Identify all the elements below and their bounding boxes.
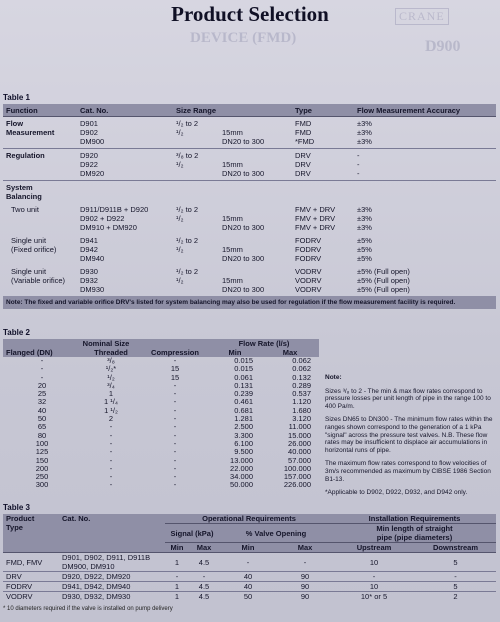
downstream-value: 5 bbox=[415, 553, 496, 572]
flow-min-value: 0.015 bbox=[234, 356, 253, 365]
header-cat-no: Cat. No. bbox=[59, 514, 165, 553]
table1-label: Table 1 bbox=[3, 93, 30, 102]
downstream-value: - bbox=[415, 572, 496, 582]
cat-value: D930, D932, DM930 bbox=[62, 592, 131, 601]
table-row bbox=[3, 553, 496, 572]
size-value: ¹/₂ bbox=[176, 276, 184, 285]
cat-value: D942 bbox=[80, 245, 98, 254]
size-mm: DN20 to 300 bbox=[222, 254, 265, 263]
function-label: (Fixed orifice) bbox=[11, 245, 57, 254]
table-row bbox=[3, 448, 319, 456]
size-value bbox=[176, 254, 216, 263]
table-row bbox=[3, 382, 319, 390]
table-row bbox=[3, 465, 319, 473]
product-type: VODRV bbox=[3, 592, 59, 602]
size-value: ¹/₂ to 2 bbox=[176, 119, 199, 128]
header-compression: Compression bbox=[141, 348, 209, 357]
signal-min: 1 bbox=[165, 592, 189, 602]
table-row bbox=[3, 203, 496, 234]
flow-min-value: 0.239 bbox=[234, 389, 253, 399]
threaded-value: 1 ¹/₄ bbox=[104, 397, 118, 407]
type-value: FODRV bbox=[295, 245, 322, 254]
table-row bbox=[3, 181, 496, 204]
header-threaded: Threaded bbox=[81, 348, 141, 357]
table2 bbox=[3, 339, 319, 490]
upstream-value: 10 bbox=[333, 582, 415, 592]
ghost-mirror-2: D900 bbox=[425, 38, 461, 55]
flow-max-value: 3.120 bbox=[292, 414, 311, 424]
cat-value: DM900 bbox=[80, 137, 105, 146]
compression-value: - bbox=[173, 447, 177, 457]
size-value bbox=[176, 137, 216, 146]
threaded-value: 1 bbox=[108, 389, 114, 399]
flanged-value: - bbox=[40, 372, 44, 382]
compression-value: - bbox=[173, 430, 177, 440]
size-mm: DN20 to 300 bbox=[222, 223, 265, 232]
accuracy-value: ±3% bbox=[357, 223, 372, 232]
cat-cell bbox=[59, 572, 165, 582]
header-operational: Operational Requirements bbox=[165, 514, 333, 524]
accuracy-value: - bbox=[357, 151, 360, 160]
cat-value: DM920 bbox=[80, 169, 105, 178]
threaded-value: 2 bbox=[108, 414, 114, 424]
size-mm: 15mm bbox=[222, 245, 243, 254]
header-signal: Signal (kPa) bbox=[165, 524, 219, 543]
ghost-mirror-1: DEVICE (FMD) bbox=[190, 30, 297, 46]
flanged-value: 80 bbox=[37, 430, 47, 440]
cat-value: D932 bbox=[80, 276, 98, 285]
product-type: FODRV bbox=[3, 582, 59, 592]
flanged-value: 200 bbox=[35, 463, 49, 473]
accuracy-value: ±5% (Full open) bbox=[357, 267, 410, 276]
table2-header-row bbox=[3, 339, 319, 348]
flow-min-value: 34.000 bbox=[230, 472, 253, 482]
cat-cell bbox=[59, 582, 165, 592]
compression-value: - bbox=[173, 422, 177, 432]
header-installation bbox=[333, 514, 496, 524]
flanged-value: 50 bbox=[37, 414, 47, 424]
valve-min: - bbox=[219, 553, 277, 572]
header-installation-text: Installation Requirements bbox=[368, 514, 461, 523]
table-row bbox=[3, 415, 319, 423]
compression-value: - bbox=[173, 356, 177, 365]
flow-min-value: 1.281 bbox=[234, 414, 253, 424]
flanged-value: 25 bbox=[37, 389, 47, 399]
threaded-value: ¹/₂ bbox=[107, 372, 115, 382]
size-value: ¹/₂ bbox=[176, 128, 184, 137]
type-value: FMD bbox=[295, 119, 312, 128]
size-value bbox=[176, 285, 216, 294]
flanged-value: 125 bbox=[35, 447, 49, 457]
header-cat-no: Cat. No. bbox=[77, 104, 173, 117]
flow-min-value: 0.131 bbox=[234, 380, 253, 390]
flow-min-value: 6.100 bbox=[234, 438, 253, 448]
cat-value: D941 bbox=[80, 236, 98, 245]
product-type: DRV bbox=[3, 572, 59, 582]
cat-value: D941, D942, DM940 bbox=[62, 582, 131, 591]
flanged-value: 32 bbox=[37, 397, 47, 407]
valve-min: 50 bbox=[219, 592, 277, 602]
table2-label: Table 2 bbox=[3, 328, 30, 337]
notes-heading: Note: bbox=[325, 374, 342, 381]
accuracy-value: ±5% (Full open) bbox=[357, 285, 410, 294]
accuracy-value: ±3% bbox=[357, 214, 372, 223]
note-4: *Applicable to D902, D922, D932, and D942 only. bbox=[325, 489, 468, 497]
flow-max-value: 0.132 bbox=[292, 372, 311, 382]
size-mm: DN20 to 300 bbox=[222, 285, 265, 294]
cat-value: DM900, DM910 bbox=[62, 562, 115, 571]
cat-value: D902 + D922 bbox=[80, 214, 125, 223]
flow-max-value: 226.000 bbox=[283, 480, 311, 490]
cat-value: D922 bbox=[80, 160, 98, 169]
header-size-range: Size Range bbox=[173, 104, 292, 117]
accuracy-value: - bbox=[357, 160, 360, 169]
table3-body bbox=[3, 553, 496, 602]
accuracy-value: ±3% bbox=[357, 137, 372, 146]
header-type: Type bbox=[6, 523, 23, 532]
header-valve-max: Max bbox=[277, 543, 333, 553]
table-row bbox=[3, 423, 319, 431]
header-type: Type bbox=[292, 104, 354, 117]
cat-cell bbox=[59, 592, 165, 602]
compression-value: - bbox=[173, 472, 177, 482]
header-signal-max: Max bbox=[189, 543, 219, 553]
header-min: Min bbox=[209, 348, 261, 357]
size-mm: 15mm bbox=[222, 128, 243, 137]
cat-value: D920, D922, DM920 bbox=[62, 572, 131, 581]
type-value: DRV bbox=[295, 151, 311, 160]
table2-subheader-row bbox=[3, 348, 319, 357]
size-value: ¹/₂ bbox=[176, 214, 184, 223]
signal-max: - bbox=[189, 572, 219, 582]
flow-max-value: 0.062 bbox=[292, 356, 311, 365]
function-label: Balancing bbox=[6, 192, 42, 201]
threaded-value: - bbox=[109, 480, 113, 490]
size-value: ¹/₂ bbox=[176, 160, 184, 169]
note-1: Sizes ³/₈ to 2 - The min & max flow rates correspond to pressure losses per unit length of pipe in the range 100 to 400 Pa/m. bbox=[325, 387, 491, 410]
table3-footnote: * 10 diameters required if the valve is installed on pump delivery bbox=[3, 606, 173, 612]
compression-value: 15 bbox=[170, 364, 180, 374]
flow-min-value: 22.000 bbox=[230, 463, 253, 473]
threaded-value: 1 ¹/₂ bbox=[104, 405, 118, 415]
downstream-value: 2 bbox=[415, 592, 496, 602]
threaded-value: - bbox=[109, 463, 113, 473]
threaded-value: - bbox=[109, 438, 113, 448]
size-mm: DN20 to 300 bbox=[222, 137, 265, 146]
table1-note: Note: The fixed and variable orifice DRV's listed for system balancing may also be used for regulation if the flow measurement facility is required. bbox=[3, 296, 496, 309]
table-row bbox=[3, 365, 319, 373]
size-value: ¹/₂ to 2 bbox=[176, 236, 199, 245]
flanged-value: - bbox=[40, 364, 44, 374]
signal-min: 1 bbox=[165, 553, 189, 572]
type-value: FODRV bbox=[295, 254, 322, 263]
table-row bbox=[3, 432, 319, 440]
table1 bbox=[3, 104, 496, 309]
signal-max: 4.5 bbox=[189, 553, 219, 572]
table-row bbox=[3, 374, 319, 382]
signal-min: - bbox=[165, 572, 189, 582]
downstream-value: 5 bbox=[415, 582, 496, 592]
compression-value: - bbox=[173, 405, 177, 415]
header-nominal-size: Nominal Size bbox=[3, 339, 209, 348]
header-flanged: Flanged (DN) bbox=[3, 348, 81, 357]
compression-value: - bbox=[173, 438, 177, 448]
flanged-value: 100 bbox=[35, 438, 49, 448]
table-row bbox=[3, 572, 496, 582]
type-value: FMV + DRV bbox=[295, 214, 336, 223]
cat-value: D901, D902, D911, D911B bbox=[62, 553, 151, 562]
size-mm bbox=[222, 151, 289, 160]
size-value: ³/₈ to 2 bbox=[176, 151, 199, 160]
note-2: Sizes DN65 to DN300 - The minimum flow rates within the ranges shown correspond to the generation of a 1 kPa "signal" across the pressure test valves. N.B. These flow rates may be insufficient to displace air accumulations in horizontal runs of pipe. bbox=[325, 416, 493, 454]
accuracy-value: ±5% bbox=[357, 254, 372, 263]
threaded-value: ³/₈ bbox=[107, 356, 115, 365]
table1-header-row bbox=[3, 104, 496, 117]
threaded-value: ¹/₂* bbox=[105, 364, 117, 374]
size-mm bbox=[222, 119, 289, 128]
threaded-value: - bbox=[109, 430, 113, 440]
function-label: Single unit bbox=[11, 267, 47, 276]
table-row bbox=[3, 440, 319, 448]
accuracy-value: ±5% bbox=[357, 236, 372, 245]
valve-max: - bbox=[277, 553, 333, 572]
upstream-value: - bbox=[333, 572, 415, 582]
function-label: Flow bbox=[6, 119, 24, 128]
valve-max: 90 bbox=[277, 572, 333, 582]
threaded-value: - bbox=[109, 447, 113, 457]
table-row bbox=[3, 582, 496, 592]
header-upstream: Upstream bbox=[333, 543, 415, 553]
function-label: Two unit bbox=[11, 205, 39, 214]
flow-max-value: 26.000 bbox=[288, 438, 311, 448]
flow-max-value: 11.000 bbox=[288, 422, 311, 432]
upstream-value: 10 bbox=[333, 553, 415, 572]
signal-min: 1 bbox=[165, 582, 189, 592]
flow-min-value: 0.681 bbox=[234, 405, 253, 415]
function-label: Single unit bbox=[11, 236, 47, 245]
table-row bbox=[3, 149, 496, 181]
table-row bbox=[3, 592, 496, 602]
type-value: FMV + DRV bbox=[295, 223, 336, 232]
flanged-value: 40 bbox=[37, 405, 47, 415]
flanged-value: 150 bbox=[35, 455, 49, 465]
compression-value: - bbox=[173, 480, 177, 490]
flow-min-value: 9.500 bbox=[234, 447, 253, 457]
table-row bbox=[3, 407, 319, 415]
type-value: *FMD bbox=[295, 137, 315, 146]
flanged-value: 300 bbox=[35, 480, 49, 490]
header-flow-rate: Flow Rate (l/s) bbox=[209, 339, 319, 348]
flow-min-value: 0.061 bbox=[234, 372, 253, 382]
size-mm: 15mm bbox=[222, 160, 243, 169]
accuracy-value: - bbox=[357, 169, 360, 178]
upstream-value: 10* or 5 bbox=[333, 592, 415, 602]
table-row bbox=[3, 117, 496, 149]
cat-value: D901 bbox=[80, 119, 98, 128]
table3-label: Table 3 bbox=[3, 503, 30, 512]
threaded-value: ³/₄ bbox=[107, 380, 115, 390]
threaded-value: - bbox=[109, 455, 113, 465]
table-row bbox=[3, 398, 319, 406]
table3 bbox=[3, 514, 496, 601]
header-max: Max bbox=[261, 348, 319, 357]
page-title: Product Selection bbox=[171, 2, 329, 26]
cat-value: D911/D911B + D920 bbox=[80, 205, 149, 214]
compression-value: - bbox=[173, 463, 177, 473]
flow-max-value: 1.120 bbox=[292, 397, 311, 407]
accuracy-value: ±3% bbox=[357, 205, 372, 214]
compression-value: - bbox=[173, 414, 177, 424]
size-mm: 15mm bbox=[222, 276, 243, 285]
flanged-value: 20 bbox=[37, 380, 47, 390]
size-value bbox=[176, 169, 216, 178]
type-value: VODRV bbox=[295, 276, 322, 285]
header-valve-opening: % Valve Opening bbox=[219, 524, 333, 543]
flow-min-value: 50.000 bbox=[230, 480, 253, 490]
flow-min-value: 2.500 bbox=[234, 422, 253, 432]
size-mm bbox=[222, 236, 289, 245]
compression-value: - bbox=[173, 380, 177, 390]
cat-value: DM910 + DM920 bbox=[80, 223, 137, 232]
flow-max-value: 0.062 bbox=[292, 364, 311, 374]
accuracy-value: ±5% bbox=[357, 245, 372, 254]
flow-max-value: 40.000 bbox=[288, 447, 311, 457]
flow-min-value: 0.461 bbox=[234, 397, 253, 407]
flow-max-value: 0.289 bbox=[292, 380, 311, 390]
table-row bbox=[3, 265, 496, 296]
compression-value: - bbox=[173, 397, 177, 407]
size-mm bbox=[222, 205, 289, 214]
header-installation-sub: pipe (pipe diameters) bbox=[376, 533, 453, 542]
table-row bbox=[3, 473, 319, 481]
accuracy-value: ±3% bbox=[357, 128, 372, 137]
type-value: VODRV bbox=[295, 285, 322, 294]
signal-max: 4.5 bbox=[189, 592, 219, 602]
size-value: ¹/₂ to 2 bbox=[176, 205, 199, 214]
compression-value: 15 bbox=[170, 372, 180, 382]
flow-max-value: 57.000 bbox=[288, 455, 311, 465]
compression-value: - bbox=[173, 455, 177, 465]
flow-max-value: 0.537 bbox=[292, 389, 311, 399]
function-label: Regulation bbox=[3, 149, 77, 181]
flow-max-value: 1.680 bbox=[292, 405, 311, 415]
header-valve-min: Min bbox=[219, 543, 277, 553]
flanged-value: 250 bbox=[35, 472, 49, 482]
ghost-brand: CRANE bbox=[395, 8, 449, 25]
table2-notes bbox=[325, 374, 495, 503]
table2-body bbox=[3, 357, 319, 490]
size-mm: 15mm bbox=[222, 214, 243, 223]
type-value: FMV + DRV bbox=[295, 205, 336, 214]
table-row bbox=[3, 390, 319, 398]
table-row bbox=[3, 481, 319, 489]
function-label: Measurement bbox=[6, 128, 55, 137]
type-value: FODRV bbox=[295, 236, 322, 245]
size-value: ¹/₂ to 2 bbox=[176, 267, 199, 276]
function-label: System bbox=[6, 183, 33, 192]
header-accuracy: Flow Measurement Accuracy bbox=[354, 104, 496, 117]
size-mm: DN20 to 300 bbox=[222, 169, 265, 178]
header-downstream: Downstream bbox=[415, 543, 496, 553]
flanged-value: - bbox=[40, 356, 44, 365]
valve-max: 90 bbox=[277, 592, 333, 602]
type-value: FMD bbox=[295, 128, 312, 137]
flanged-value: 65 bbox=[37, 422, 47, 432]
valve-min: 40 bbox=[219, 572, 277, 582]
size-value: ¹/₂ bbox=[176, 245, 184, 254]
product-type: FMD, FMV bbox=[3, 553, 59, 572]
size-value bbox=[176, 223, 216, 232]
header-function: Function bbox=[3, 104, 77, 117]
type-value: DRV bbox=[295, 169, 311, 178]
compression-value: - bbox=[173, 389, 177, 399]
type-value: VODRV bbox=[295, 267, 322, 276]
table-row bbox=[3, 357, 319, 365]
cat-cell bbox=[59, 553, 165, 572]
table-row bbox=[3, 457, 319, 465]
flow-min-value: 3.300 bbox=[234, 430, 253, 440]
table-row bbox=[3, 234, 496, 265]
note-3: The maximum flow rates correspond to flow velocities of 3m/s recommended as maximum by CIBSE 1986 Section B1-13. bbox=[325, 460, 491, 483]
threaded-value: - bbox=[109, 472, 113, 482]
flow-min-value: 0.015 bbox=[234, 364, 253, 374]
cat-value: DM940 bbox=[80, 254, 105, 263]
header-signal-min: Min bbox=[165, 543, 189, 553]
cat-value: D902 bbox=[80, 128, 98, 137]
accuracy-value: ±3% bbox=[357, 119, 372, 128]
flow-max-value: 15.000 bbox=[288, 430, 311, 440]
type-value: DRV bbox=[295, 160, 311, 169]
flow-min-value: 13.000 bbox=[230, 455, 253, 465]
table1-note-row bbox=[3, 296, 496, 309]
header-product: Product bbox=[6, 514, 35, 523]
cat-value: D920 bbox=[80, 151, 98, 160]
flow-max-value: 157.000 bbox=[283, 472, 311, 482]
valve-min: 40 bbox=[219, 582, 277, 592]
cat-value: D930 bbox=[80, 267, 98, 276]
cat-value: DM930 bbox=[80, 285, 105, 294]
signal-max: 4.5 bbox=[189, 582, 219, 592]
flow-max-value: 100.000 bbox=[283, 463, 311, 473]
header-installation-sub: Min length of straight bbox=[376, 524, 453, 533]
table3-header-row bbox=[3, 514, 496, 524]
threaded-value: - bbox=[109, 422, 113, 432]
size-mm bbox=[222, 267, 289, 276]
function-label: (Variable orifice) bbox=[11, 276, 66, 285]
valve-max: 90 bbox=[277, 582, 333, 592]
accuracy-value: ±5% (Full open) bbox=[357, 276, 410, 285]
